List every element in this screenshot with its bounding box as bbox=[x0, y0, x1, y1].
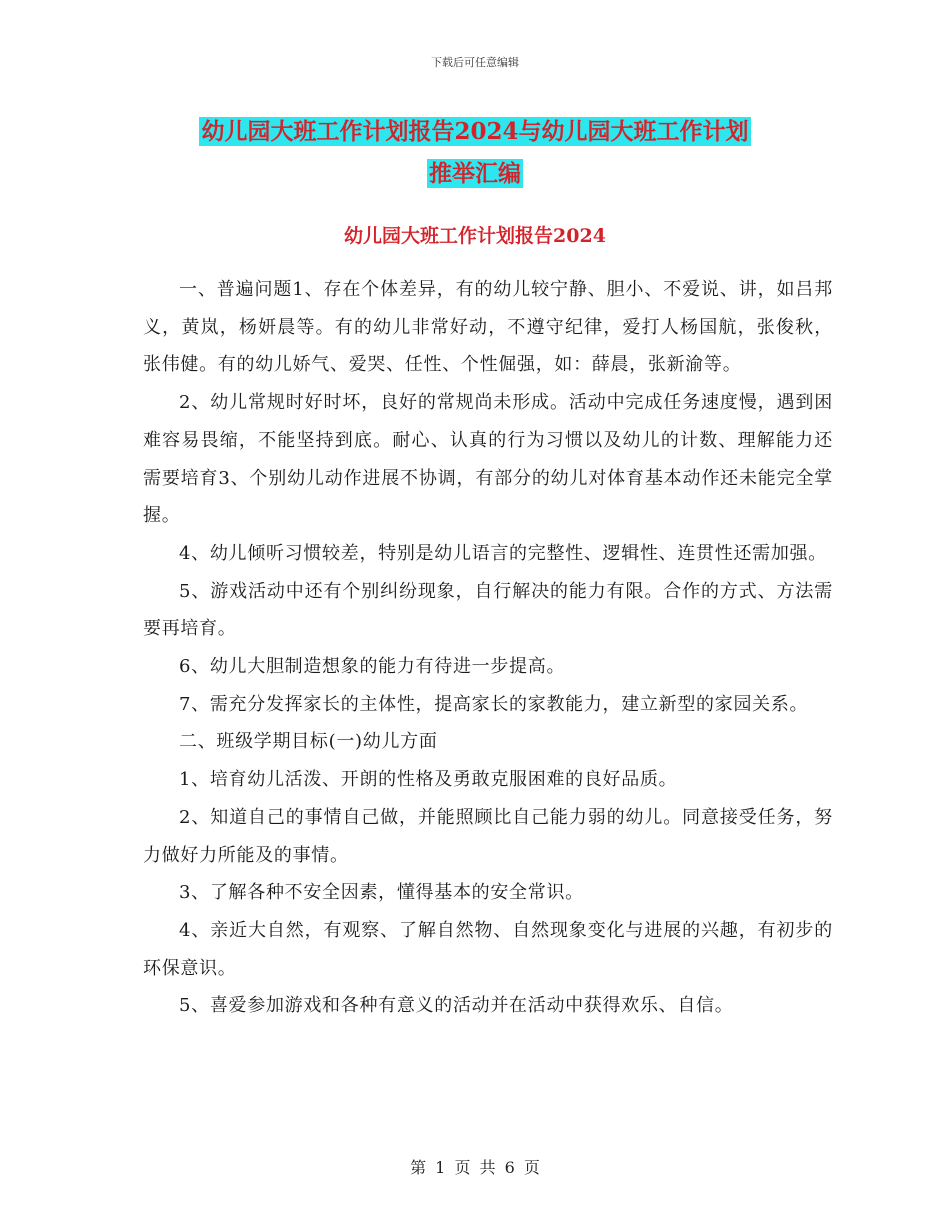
paragraph-8: 1、培育幼儿活泼、开朗的性格及勇敢克服困难的良好品质。 bbox=[179, 769, 678, 791]
paragraph-1: 一、普遍问题1、存在个体差异，有的幼儿较宁静、胆小、不爱说、讲，如吕邦义，黄岚，杨妍晨等。有的幼儿非常好动，不遵守纪律，爱打人杨国航，张俊秋，张伟健。有的幼儿娇气、爱哭、任性、个性倔强，如：薛晨，张新渝等。 bbox=[143, 279, 833, 376]
document-title-line-2 bbox=[0, 156, 950, 192]
paragraph-3: 4、幼儿倾听习惯较差，特别是幼儿语言的完整性、逻辑性、连贯性还需加强。 bbox=[179, 542, 827, 564]
document-title-line-1 bbox=[0, 114, 950, 150]
paragraph-6: 7、需充分发挥家长的主体性，提高家长的家教能力，建立新型的家园关系。 bbox=[179, 693, 809, 715]
paragraph-9: 2、知道自己的事情自己做，并能照顾比自己能力弱的幼儿。同意接受任务，努力做好力所能及的事情。 bbox=[143, 806, 833, 866]
section-title: 幼儿园大班工作计划报告2024 bbox=[344, 225, 606, 247]
paragraph-5: 6、幼儿大胆制造想象的能力有待进一步提高。 bbox=[179, 656, 566, 678]
document-title-text-1: 幼儿园大班工作计划报告2024与幼儿园大班工作计划 bbox=[201, 118, 749, 145]
paragraph-7: 二、班级学期目标(一)幼儿方面 bbox=[179, 731, 438, 753]
paragraph-4: 5、游戏活动中还有个别纠纷现象，自行解决的能力有限。合作的方式、方法需要再培育。 bbox=[143, 580, 833, 640]
document-body bbox=[143, 271, 833, 1025]
document-title-text-2: 推举汇编 bbox=[429, 160, 521, 187]
paragraph-2: 2、幼儿常规时好时坏，良好的常规尚未形成。活动中完成任务速度慢，遇到困难容易畏缩，不能坚持到底。耐心、认真的行为习惯以及幼儿的计数、理解能力还需要培育3、个别幼儿动作进展不协调，有部分的幼儿对体育基本动作还未能完全掌握。 bbox=[143, 392, 833, 527]
page-footer: 第 1 页 共 6 页 bbox=[410, 1158, 540, 1177]
paragraph-11: 4、亲近大自然，有观察、了解自然物、自然现象变化与进展的兴趣，有初步的环保意识。 bbox=[143, 919, 833, 979]
paragraph-10: 3、了解各种不安全因素，懂得基本的安全常识。 bbox=[179, 882, 584, 904]
paragraph-12: 5、喜爱参加游戏和各种有意义的活动并在活动中获得欢乐、自信。 bbox=[179, 995, 734, 1017]
page-header-note: 下载后可任意编辑 bbox=[431, 56, 519, 69]
